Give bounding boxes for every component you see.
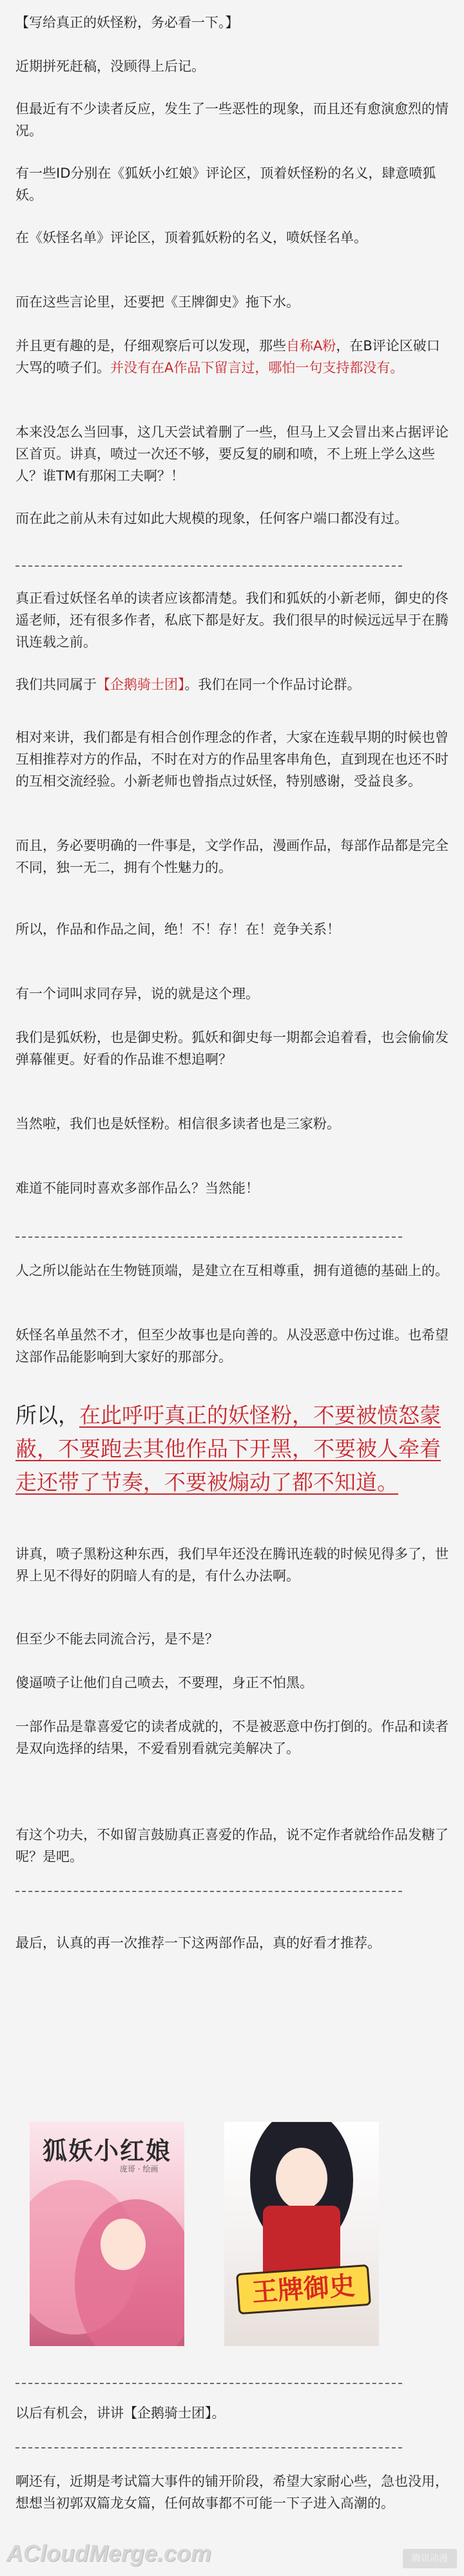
cover-art-face: [101, 2219, 146, 2270]
paragraph: 而在这些言论里，还要把《王牌御史》拖下水。: [15, 294, 300, 310]
dashed-divider: [15, 565, 402, 567]
highlight-text: 自称A粉: [286, 338, 336, 354]
paragraph: 有一个词叫求同存异，说的就是这个理。: [15, 986, 259, 1001]
paragraph: 近期拼死赶稿，没顾得上后记。: [15, 59, 205, 74]
paragraph: 但至少不能去同流合污，是不是？: [15, 1631, 218, 1647]
text-segment: ，在B评论区破口大骂的喷子们。: [15, 338, 440, 375]
callout-lead: 所以，: [15, 1403, 79, 1428]
paragraph: 真正看过妖怪名单的读者应该都清楚。我们和狐妖的小新老师，御史的佟遥老师，还有很多作者，私底下都是好友。我们很早的时候远远早于在腾讯连载之前。: [15, 591, 449, 650]
dashed-divider: [15, 2447, 402, 2448]
paragraph: 相对来讲，我们都是有相合创作理念的作者，大家在连载早期的时候也曾互相推荐对方的作品，不时在对方的作品里客串角色，直到现在也还不时的互相交流经验。小新老师也曾指点过妖怪，特别感谢，受益良多。: [15, 730, 449, 789]
paragraph: 在《妖怪名单》评论区，顶着狐妖粉的名义，喷妖怪名单。: [15, 230, 367, 245]
paragraph: 人之所以能站在生物链顶端，是建立在互相尊重，拥有道德的基础上的。: [15, 1263, 449, 1278]
paragraph-mixed: [15, 674, 449, 696]
cover-wangpai-yushi: [224, 2122, 379, 2346]
watermark-badge: 腾讯动漫: [403, 2549, 457, 2568]
paragraph: 以后有机会，讲讲【企鹅骑士团】。: [15, 2405, 226, 2421]
heading-note: 【写给真正的妖怪粉，务必看一下。】: [15, 15, 239, 30]
text-segment: 并且更有趣的是，仔细观察后可以发现，那些: [15, 338, 286, 354]
highlight-text: 并没有在A作品下留言过，哪怕一句支持都没有。: [110, 360, 404, 375]
paragraph-mixed: [15, 335, 449, 379]
paragraph: 而且，务必要明确的一件事是，文学作品，漫画作品，每部作品都是完全不同，独一无二，拥有个性魅力的。: [15, 838, 449, 875]
cover-author: 庞哥 · 绘画: [120, 2164, 159, 2174]
watermark-logo: ACloudMerge.com: [6, 2540, 212, 2566]
emphasis-callout: [15, 1399, 449, 1499]
callout-highlight: 在此呼吁真正的妖怪粉，不要被愤怒蒙蔽，不要跑去其他作品下开黑，不要被人牵着走还带了节奏，不要被煽动了都不知道。: [15, 1403, 441, 1495]
paragraph: 一部作品是靠喜爱它的读者成就的，不是被恶意中伤打倒的。作品和读者是双向选择的结果，不爱看别看就完美解决了。: [15, 1719, 449, 1756]
dashed-divider: [15, 2383, 402, 2384]
paragraph: 难道不能同时喜欢多部作品么？当然能！: [15, 1180, 259, 1196]
paragraph: 但最近有不少读者反应，发生了一些恶性的现象，而且还有愈演愈烈的情况。: [15, 101, 449, 138]
paragraph: 讲真，喷子黑粉这种东西，我们早年还没在腾讯连载的时候见得多了，世界上见不得好的阴暗人有的是，有什么办法啊。: [15, 1546, 449, 1584]
paragraph: 我们是狐妖粉，也是御史粉。狐妖和御史每一期都会追着看，也会偷偷发弹幕催更。好看的作品谁不想追啊？: [15, 1030, 449, 1067]
paragraph: 有一些ID分别在《狐妖小红娘》评论区，顶着妖怪粉的名义，肆意喷狐妖。: [15, 166, 436, 203]
paragraph: 最后，认真的再一次推荐一下这两部作品，真的好看才推荐。: [15, 1935, 381, 1951]
cover-title: 王牌御史: [236, 2264, 371, 2315]
cover-art-face: [276, 2148, 327, 2210]
paragraph: 傻逼喷子让他们自己喷去，不要理，身正不怕黑。: [15, 1675, 313, 1690]
paragraph: 本来没怎么当回事，这几天尝试着删了一些，但马上又会冒出来占据评论区首页。讲真，喷过一次还不够，要反复的刷和喷，不上班上学么这些人？谁TM有那闲工夫啊？！: [15, 424, 449, 484]
highlight-text: 【企鹅骑士团】: [97, 677, 185, 692]
dashed-divider: [15, 1891, 402, 1892]
cover-title: 狐妖小红娘: [42, 2136, 171, 2165]
paragraph: 所以，作品和作品之间，绝！不！存！在！竞争关系！: [15, 922, 340, 937]
paragraph: 妖怪名单虽然不才，但至少故事也是向善的。从没恶意中伤过谁。也希望这部作品能影响到大家好的那部分。: [15, 1327, 449, 1365]
dashed-divider: [15, 1236, 402, 1238]
text-segment: 。我们在同一个作品讨论群。: [184, 677, 361, 692]
paragraph: 有这个功夫，不如留言鼓励真正喜爱的作品，说不定作者就给作品发糖了呢？是吧。: [15, 1827, 449, 1864]
paragraph: 当然啦，我们也是妖怪粉。相信很多读者也是三家粉。: [15, 1116, 340, 1132]
paragraph: 啊还有，近期是考试篇大事件的铺开阶段，希望大家耐心些，急也没用，想想当初郭双篇龙女篇，任何故事都不可能一下子进入高潮的。: [15, 2474, 449, 2511]
cover-huyao-xiaohongniang: [30, 2122, 184, 2346]
paragraph: 而在此之前从未有过如此大规模的现象，任何客户端口都没有过。: [15, 511, 408, 526]
text-segment: 我们共同属于: [15, 677, 97, 692]
